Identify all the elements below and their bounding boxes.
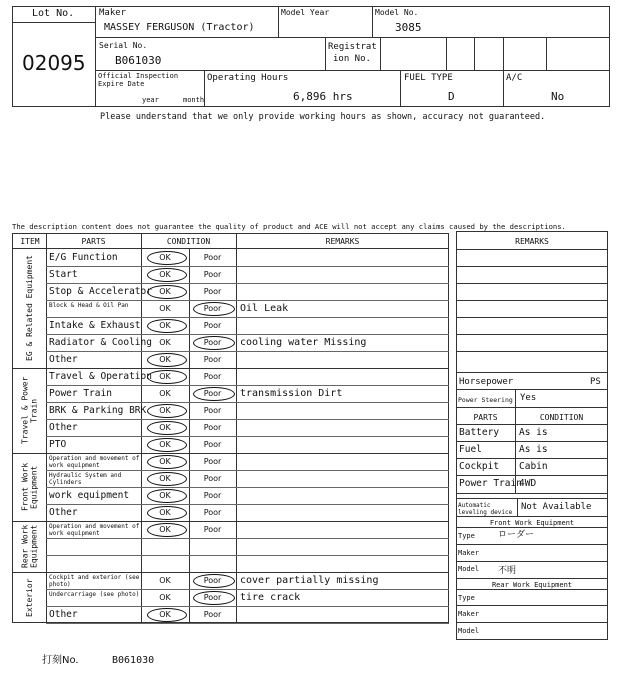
remarks2-header: REMARKS: [515, 237, 549, 246]
serial-label: Serial No.: [99, 41, 148, 50]
item-group-label: Exterior: [25, 578, 34, 617]
rp-part-value: 4WD: [519, 478, 537, 489]
front-model-value: 不明: [498, 566, 517, 576]
part-label: Operation and movement of work equipment: [49, 523, 140, 537]
ok-label: OK: [159, 287, 171, 296]
row-rule: [46, 504, 449, 505]
rule: [446, 37, 447, 71]
rule: [12, 22, 96, 23]
ok-selected-circle: [147, 455, 187, 469]
row-rule: [46, 334, 449, 335]
ac-label: A/C: [506, 73, 523, 83]
part-label: Intake & Exhaust: [49, 320, 141, 331]
rule: [325, 37, 326, 71]
ok-selected-circle: [147, 285, 187, 299]
row-rule: [46, 606, 449, 607]
ok-label: OK: [159, 457, 171, 466]
ok-label: OK: [159, 338, 171, 347]
front-type-value: ローダー: [498, 530, 535, 540]
inspection-label-2: Expire Date: [98, 80, 145, 88]
rp-parts-header: PARTS: [473, 413, 498, 422]
rule: [95, 37, 610, 38]
poor-label: Poor: [203, 576, 222, 585]
rule: [236, 233, 237, 623]
rule: [278, 6, 279, 38]
front-maker-label: Maker: [458, 549, 480, 557]
rule: [456, 266, 608, 267]
row-rule: [46, 402, 449, 403]
rule: [456, 561, 608, 562]
poor-label: Poor: [203, 287, 222, 296]
rp-part-value: Cabin: [519, 461, 548, 472]
group-rule: [12, 521, 449, 522]
ok-label: OK: [159, 304, 171, 313]
stamp-label: 打刻No.: [42, 655, 79, 666]
poor-label: Poor: [203, 525, 222, 534]
rule: [517, 498, 518, 516]
ok-label: OK: [159, 270, 171, 279]
rule: [380, 37, 381, 71]
row-rule: [46, 283, 449, 284]
row-rule: [46, 351, 449, 352]
rule: [95, 70, 610, 71]
ok-label: OK: [159, 525, 171, 534]
row-rule: [46, 385, 449, 386]
condition-header: CONDITION: [166, 237, 211, 246]
front-model-label: Model: [458, 565, 480, 573]
rp-part-value: As is: [519, 427, 548, 438]
rule: [503, 37, 504, 71]
poor-label: Poor: [203, 321, 222, 330]
inspection-label-1: Official Inspection: [98, 72, 179, 80]
remark-text: cooling water Missing: [240, 337, 367, 348]
rear-model-label: Model: [458, 627, 480, 635]
part-label: Undercarriage (see photo): [49, 591, 140, 598]
part-label: Operation and movement of work equipment: [49, 455, 140, 469]
poor-selected-circle: [193, 387, 235, 401]
rule: [456, 475, 608, 476]
ok-label: OK: [159, 610, 171, 619]
model-no-value: 3085: [395, 21, 422, 34]
group-rule: [12, 368, 449, 369]
rear-type-label: Type: [458, 594, 475, 602]
steering-value: Yes: [520, 393, 537, 403]
serial-value: B061030: [115, 54, 162, 67]
part-label: Other: [49, 422, 78, 433]
ok-label: OK: [159, 474, 171, 483]
ac-value: No: [551, 90, 565, 103]
part-label: PTO: [49, 439, 67, 450]
ok-label: OK: [159, 576, 171, 585]
stamp-value: B061030: [112, 655, 155, 666]
group-rule: [12, 572, 449, 573]
part-label: Other: [49, 507, 78, 518]
poor-label: Poor: [203, 270, 222, 279]
ok-label: OK: [159, 508, 171, 517]
rule: [456, 516, 608, 517]
rear-title: Rear Work Equipment: [491, 581, 573, 589]
row-rule: [46, 300, 449, 301]
month-label: month: [183, 96, 205, 104]
row-rule: [46, 470, 449, 471]
ok-label: OK: [159, 355, 171, 364]
rule: [456, 544, 608, 545]
maker-label: Maker: [99, 8, 127, 18]
hours-note: Please understand that we only provide working hours as shown, accuracy not guaranteed.: [100, 112, 546, 122]
ok-label: OK: [159, 593, 171, 602]
item-group-label: Rear Work Equipment: [20, 524, 39, 569]
rp-condition-header: CONDITION: [539, 413, 584, 422]
poor-selected-circle: [193, 574, 235, 588]
poor-selected-circle: [193, 302, 235, 316]
front-type-label: Type: [458, 532, 475, 540]
year-label: year: [142, 96, 159, 104]
poor-label: Poor: [203, 474, 222, 483]
rule: [456, 441, 608, 442]
poor-label: Poor: [203, 389, 222, 398]
ok-selected-circle: [147, 251, 187, 265]
poor-label: Poor: [203, 372, 222, 381]
ok-label: OK: [159, 372, 171, 381]
ok-selected-circle: [147, 319, 187, 333]
rule: [204, 70, 205, 107]
poor-label: Poor: [203, 338, 222, 347]
leveling-label: Automatic leveling device: [458, 502, 513, 516]
rule: [372, 6, 373, 38]
ok-label: OK: [159, 440, 171, 449]
ok-selected-circle: [147, 438, 187, 452]
front-title: Front Work Equipment: [489, 519, 575, 527]
row-rule: [46, 317, 449, 318]
row-rule: [46, 266, 449, 267]
ok-label: OK: [159, 321, 171, 330]
row-rule: [46, 623, 449, 624]
ok-selected-circle: [147, 608, 187, 622]
rule: [456, 372, 608, 373]
fuel-label: FUEL TYPE: [404, 73, 453, 83]
part-label: work equipment: [49, 490, 130, 501]
steering-label: Power Steering: [458, 396, 513, 404]
horsepower-label: Horsepower: [459, 377, 514, 387]
item-group-label: Front Work Equipment: [20, 462, 39, 512]
rule: [456, 351, 608, 352]
row-rule: [46, 589, 449, 590]
fuel-value: D: [448, 90, 455, 103]
poor-selected-circle: [193, 591, 235, 605]
part-label: Power Train: [49, 388, 112, 399]
ok-label: OK: [159, 423, 171, 432]
registration-label-1: Registrat: [328, 42, 377, 52]
rule: [456, 578, 608, 579]
rule: [456, 605, 608, 606]
ok-selected-circle: [147, 472, 187, 486]
row-rule: [46, 487, 449, 488]
row-rule: [46, 555, 449, 556]
rule: [456, 283, 608, 284]
ok-selected-circle: [147, 370, 187, 384]
poor-selected-circle: [193, 336, 235, 350]
remark-text: tire crack: [240, 592, 301, 603]
poor-label: Poor: [203, 423, 222, 432]
ok-selected-circle: [147, 268, 187, 282]
part-label: Hydraulic System and Cylinders: [49, 472, 122, 486]
rule: [12, 248, 449, 249]
rp-part-value: As is: [519, 444, 548, 455]
ok-selected-circle: [147, 523, 187, 537]
row-rule: [46, 538, 449, 539]
rule: [456, 622, 608, 623]
rule: [456, 407, 608, 408]
part-label: Other: [49, 609, 78, 620]
ok-label: OK: [159, 406, 171, 415]
parts-header: PARTS: [81, 237, 106, 246]
remark-text: Oil Leak: [240, 303, 289, 314]
rp-part-name: Fuel: [459, 444, 482, 455]
model-year-label: Model Year: [281, 8, 330, 17]
remarks-header: REMARKS: [325, 237, 360, 246]
rule: [456, 317, 608, 318]
rear-maker-label: Maker: [458, 610, 480, 618]
model-no-label: Model No.: [375, 8, 419, 17]
row-rule: [46, 436, 449, 437]
lot-value: 02095: [22, 51, 86, 75]
item-header: ITEM: [20, 237, 40, 246]
part-label: Radiator & Cooling: [49, 337, 152, 348]
rule: [456, 389, 608, 390]
rule: [456, 458, 608, 459]
remark-text: transmission Dirt: [240, 388, 343, 399]
poor-label: Poor: [203, 610, 222, 619]
rp-part-name: Cockpit: [459, 461, 500, 472]
hours-label: Operating Hours: [207, 73, 289, 83]
item-group-label: EG & Related Equipment: [25, 255, 34, 362]
group-rule: [12, 453, 449, 454]
rule: [546, 37, 547, 71]
rule: [456, 300, 608, 301]
rp-part-name: Power Train: [459, 478, 522, 489]
poor-label: Poor: [203, 304, 222, 313]
part-label: Other: [49, 354, 78, 365]
hours-value: 6,896 hrs: [293, 90, 353, 103]
part-label: E/G Function: [49, 252, 118, 263]
ok-label: OK: [159, 253, 171, 262]
part-label: BRK & Parking BRK: [49, 405, 147, 416]
rule: [503, 70, 504, 107]
rule: [46, 233, 47, 623]
poor-label: Poor: [203, 491, 222, 500]
rule: [456, 493, 608, 494]
ok-selected-circle: [147, 489, 187, 503]
disclaimer: The description content does not guarantee the quality of product and ACE will not accept any claims caused by the descriptions.: [12, 222, 566, 231]
lot-label: Lot No.: [32, 8, 75, 19]
ok-selected-circle: [147, 404, 187, 418]
poor-label: Poor: [203, 508, 222, 517]
ok-label: OK: [159, 389, 171, 398]
ok-selected-circle: [147, 353, 187, 367]
maker-value: MASSEY FERGUSON (Tractor): [104, 22, 255, 33]
ok-selected-circle: [147, 506, 187, 520]
remark-text: cover partially missing: [240, 575, 379, 586]
poor-label: Poor: [203, 440, 222, 449]
leveling-value: Not Available: [521, 502, 592, 512]
part-label: Travel & Operation: [49, 371, 152, 382]
part-label: Block & Head & Oil Pan: [49, 302, 129, 309]
rule: [456, 498, 608, 499]
poor-label: Poor: [203, 593, 222, 602]
ok-label: OK: [159, 491, 171, 500]
rule: [474, 37, 475, 71]
horsepower-unit: PS: [590, 377, 601, 387]
poor-label: Poor: [203, 457, 222, 466]
ok-selected-circle: [147, 421, 187, 435]
rule: [456, 334, 608, 335]
rule: [400, 70, 401, 107]
part-label: Cockpit and exterior (see photo): [49, 574, 140, 588]
rp-part-name: Battery: [459, 427, 500, 438]
registration-label-2: ion No.: [333, 54, 371, 64]
rule: [456, 424, 608, 425]
part-label: Start: [49, 269, 78, 280]
rule: [456, 249, 608, 250]
row-rule: [46, 419, 449, 420]
item-group-label: Travel & Power Train: [20, 376, 39, 445]
poor-label: Poor: [203, 406, 222, 415]
poor-label: Poor: [203, 253, 222, 262]
part-label: Stop & Accelerator: [49, 286, 152, 297]
poor-label: Poor: [203, 355, 222, 364]
